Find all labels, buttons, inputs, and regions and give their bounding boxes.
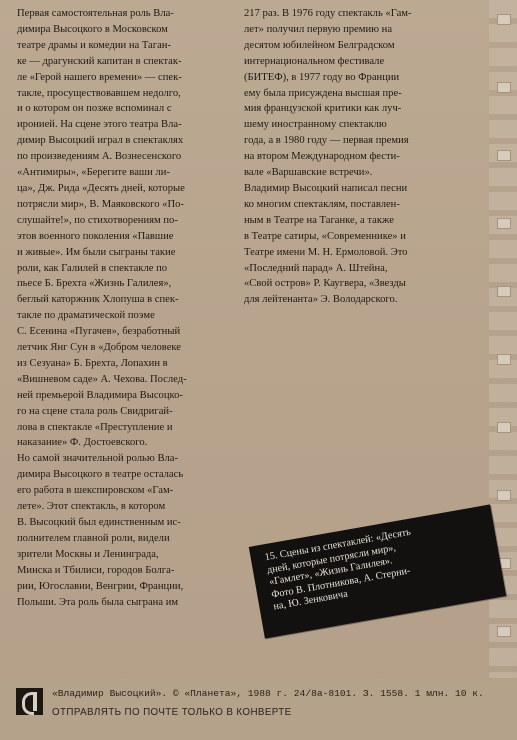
photo-caption-box [249,504,506,638]
publisher-logo-icon [16,688,43,715]
perforation-hole [497,422,511,433]
perforation-hole [497,626,511,637]
article-right-column [244,6,474,308]
postal-instruction: ОТПРАВЛЯТЬ ПО ПОЧТЕ ТОЛЬКО В КОНВЕРТЕ [52,707,292,718]
perforation-hole [497,354,511,365]
article-left-text: Первая самостоятельная роль Вла- димира Высоцкого в Московском театре драмы и комедии на Таган- ке — драгунский капитан в спектак- ле «Герой нашего времени» — спек- такле, просуществовавшем недолго, и о котором он позже вспоминал с иронией. На сцене этого театра Вла- димир Высоцкий играл в спектаклях по произведениям А. Вознесенского «Антимиры», «Берегите ваши ли- ца», Дж. Рида «Десять дней, которые потрясли мир», В. Маяковского «По- слушайте!», по стихотворениям по- этов военного поколения «Павшие и живые». Им были сыграны такие роли, как Галилей в спектакле по пьесе Б. Брехта «Жизнь Галилея», беглый каторжник Хлопуша в спек- такле по драматической поэме С. Есенина «Пугачев», безработный летчик Янг Сун в «Добром человеке из Сезуана» Б. Брехта, Лопахин в «Вишневом саде» А. Чехова. Послед- ней премьерой Владимира Высоцко- го на сцене стала роль Свидригай- лова в спектакле «Преступление и наказание» Ф. Достоевского. Но самой значительной ролью Вла- димира Высоцкого в театре осталась его работа в шекспировском «Гам- лете». Этот спектакль, в котором В. Высоцкий был единственным ис- полнителем главной роли, видели зрители Москвы и Ленинграда, Минска и Тбилиси, городов Болга- рии, Югославии, Венгрии, Франции, Польши. Эта роль была сыграна им [17,8,187,608]
perforation-hole [497,218,511,229]
perforation-hole [497,14,511,25]
publisher-imprint: «Владимир Высоцкий». © «Планета», 1988 г. 24/8а-8101. З. 1558. 1 млн. 10 к. [52,688,484,699]
perforation-hole [497,150,511,161]
perforation-hole [497,286,511,297]
perforation-hole [497,490,511,501]
perforation-hole [497,82,511,93]
article-right-text: 217 раз. В 1976 году спектакль «Гам- лет» получил первую премию на десятом юбилейном Белградском интернациональном фестивале (БИТЕФ), в 1977 году во Франции ему была присуждена высшая пре- мия французской критики как луч- шему иностранному спектаклю года, а в 1980 году — первая премия на втором Международном фести- вале «Варшавские встречи». Владимир Высоцкий написал песни ко многим спектаклям, поставлен- ным в Театре на Таганке, а также в Театре сатиры, «Современнике» и Театре имени М. Н. Ермоловой. Это «Последний парад» А. Штейна, «Свой остров» Р. Каугвера, «Звезды для лейтенанта» Э. Володарского. [244,8,412,306]
article-left-column [17,6,222,610]
photo-caption-text: 15. Сцены из спектаклей: «Десять дней, которые потрясли мир», «Гамлет», «Жизнь Галилея». Фото В. Плотникова, А. Стерни- на, Ю. Зенковича [263,526,412,613]
